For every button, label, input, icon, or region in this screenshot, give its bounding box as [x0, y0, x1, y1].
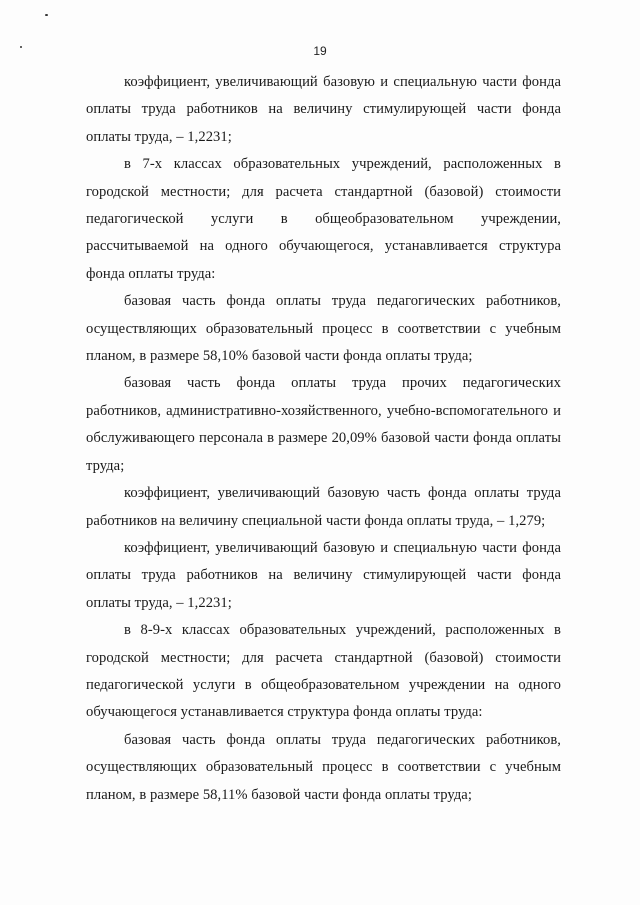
paragraph-grade-7-structure: в 7-х классах образовательных учреждений, расположенных в городской местности; для расчета стандартной (базовой) стоимости педагогической услуги в общеобразовательном учреждении, рассчитываемой на одного обучающегося, устанавливается структура фонда оплаты труда: — [86, 156, 561, 282]
paragraph-base-other-staff: базовая часть фонда оплаты труда прочих педагогических работников, административно-хозяйственного, учебно-вспомогательного и обслуживающего персонала в размере 20,09% базовой части фонда оплаты труда; — [86, 375, 561, 474]
paragraph-base-teaching-staff: базовая часть фонда оплаты труда педагогических работников, осуществляющих образовательный процесс в соответствии с учебным планом, в размере 58,10% базовой части фонда оплаты труда; — [86, 293, 561, 365]
paragraph-coefficient-special: коэффициент, увеличивающий базовую часть фонда оплаты труда работников на величину специальной части фонда оплаты труда, – 1,279; — [86, 485, 561, 529]
page-number: 19 — [313, 44, 327, 58]
document-body — [86, 69, 561, 809]
scan-speck — [45, 14, 48, 16]
paragraph-base-teaching-staff-2: базовая часть фонда оплаты труда педагогических работников, осуществляющих образовательный процесс в соответствии с учебным планом, в размере 58,11% базовой части фонда оплаты труда; — [86, 731, 561, 803]
paragraph-coefficient-stimulating: коэффициент, увеличивающий базовую и специальную части фонда оплаты труда работников на величину стимулирующей части фонда оплаты труда, – 1,2231; — [86, 74, 561, 145]
paragraph-grade-8-9-structure: в 8-9-х классах образовательных учреждений, расположенных в городской местности; для расчета стандартной (базовой) стоимости педагогической услуги в общеобразовательном учреждении на одного обучающегося устанавливается структура фонда оплаты труда: — [86, 622, 561, 721]
paragraph-coefficient-stimulating-2: коэффициент, увеличивающий базовую и специальную части фонда оплаты труда работников на величину стимулирующей части фонда оплаты труда, – 1,2231; — [86, 539, 561, 611]
